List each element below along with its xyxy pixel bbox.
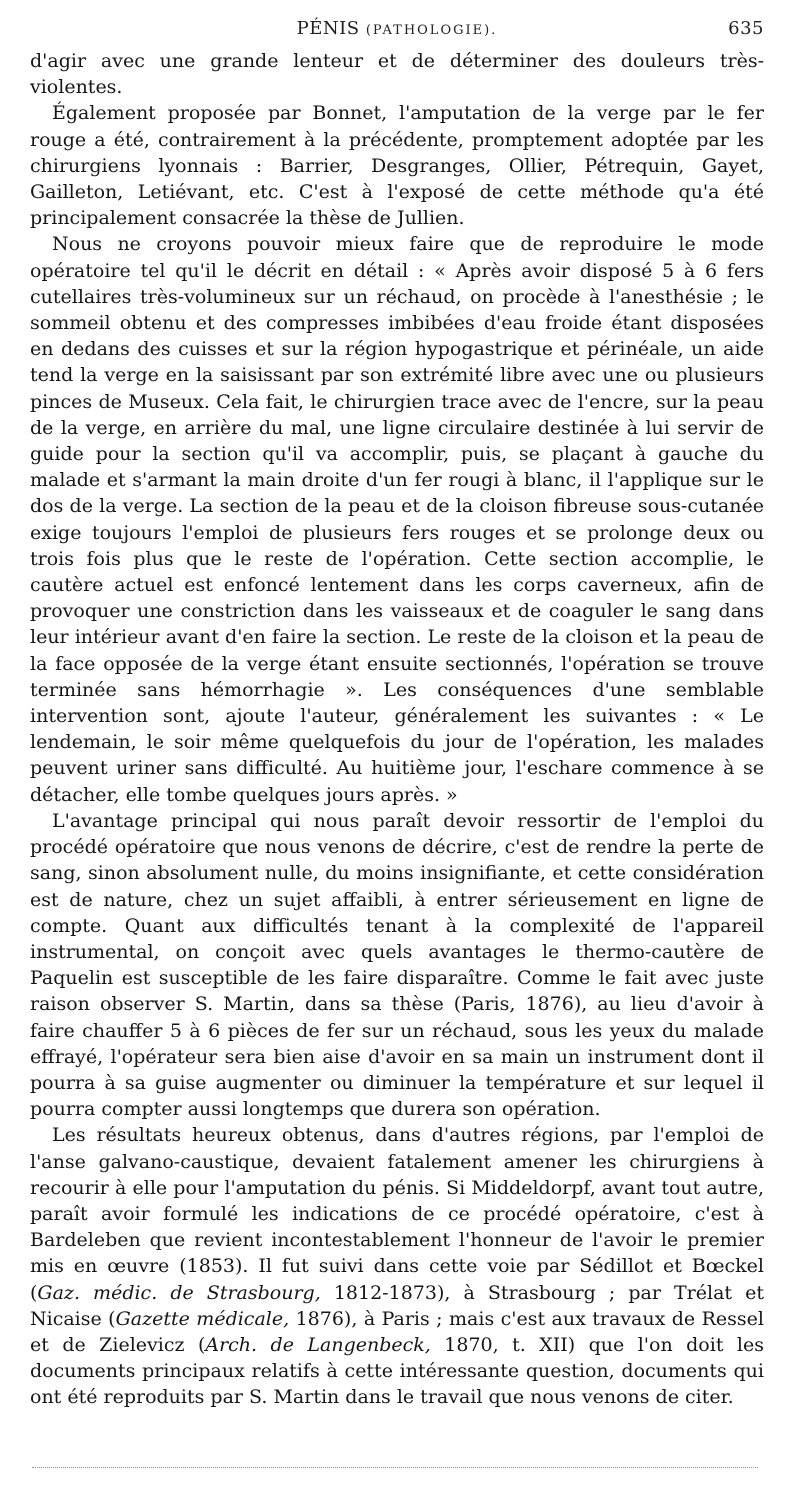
- article-body: [30, 48, 764, 1411]
- paragraph-continuation: d'agir avec une grande lenteur et de déterminer des douleurs très-violentes.: [30, 50, 764, 99]
- paragraph-text-segment: 1812-1873), à Strasbourg ; par Trélat et Nicaise (: [30, 1281, 764, 1330]
- page-number: 635: [728, 18, 764, 39]
- header-subtitle: (PATHOLOGIE).: [365, 23, 498, 38]
- header-main-title: PÉNIS: [296, 18, 360, 39]
- footer-dotted-rule: [32, 1467, 758, 1468]
- journal-reference: Arch. de Langenbeck,: [205, 1333, 431, 1356]
- paragraph-operative-description: Nous ne croyons pouvoir mieux faire que de reproduire le mode opératoire tel qu'il le décrit en détail : « Après avoir disposé 5 à 6 fers cutellaires très-volumineux sur un réchaud, on procède à l'anesthésie ; le sommeil obtenu et des compresses imbibées d'eau froide étant disposées en dedans des cuisses et sur la région hypogastrique et périnéale, un aide tend la verge en la saisissant par son extrémité libre avec une ou plusieurs pinces de Museux. Cela fait, le chirurgien trace avec de l'encre, sur la peau de la verge, en arrière du mal, une ligne circulaire destinée à lui servir de guide pour la section qu'il va accomplir, puis, se plaçant à gauche du malade et s'armant la main droite d'un fer rougi à blanc, il l'applique sur le dos de la verge. La section de la peau et de la cloison fibreuse sous-cutanée exige toujours l'emploi de plusieurs fers rouges et se prolonge deux ou trois fois plus que le reste de l'opération. Cette section accomplie, le cautère actuel est enfoncé lentement dans les corps caverneux, afin de provoquer une constriction dans les vaisseaux et de coaguler le sang dans leur intérieur avant d'en faire la section. Le reste de la cloison et la peau de la face opposée de la verge étant ensuite sectionnés, l'opération se trouve terminée sans hémorrhagie ». Les conséquences d'une semblable intervention sont, ajoute l'auteur, généralement les suivantes : « Le lendemain, le soir même quelquefois du jour de l'opération, les malades peuvent uriner sans difficulté. Au huitième jour, l'eschare commence à se détacher, elle tombe quelques jours après. »: [30, 233, 764, 806]
- journal-reference: Gaz. médic. de Strasbourg,: [37, 1281, 321, 1304]
- document-page: [30, 18, 764, 1490]
- journal-reference: Gazette médicale,: [115, 1307, 290, 1330]
- paragraph-text-segment: Les résultats heureux obtenus, dans d'autres régions, par l'emploi de l'anse galvano-caustique, devaient fatalement amener les chirurgiens à recourir à elle pour l'amputation du pénis. Si Middeldorpf, avant tout autre, paraît avoir formulé les indications de ce procédé opératoire, c'est à Bardeleben que revient incontestablement l'honneur de l'avoir le premier mis en œuvre (1853). Il fut suivi dans cette voie par Sédillot et Bœckel (: [30, 1124, 764, 1304]
- paragraph-galvanocaustic: [30, 1122, 764, 1410]
- running-header: [30, 18, 764, 48]
- running-title: [30, 18, 764, 39]
- paragraph-advantages: L'avantage principal qui nous paraît devoir ressortir de l'emploi du procédé opératoire que nous venons de décrire, c'est de rendre la perte de sang, sinon absolument nulle, du moins insignifiante, et cette considération est de nature, chez un sujet affaibli, à entrer sérieusement en ligne de compte. Quant aux difficultés tenant à la complexité de l'appareil instrumental, on conçoit avec quels avantages le thermo-cautère de Paquelin est susceptible de les faire disparaître. Comme le fait avec juste raison observer S. Martin, dans sa thèse (Paris, 1876), au lieu d'avoir à faire chauffer 5 à 6 pièces de fer sur un réchaud, sous les yeux du malade effrayé, l'opérateur sera bien aise d'avoir en sa main un instrument dont il pourra à sa guise augmenter ou diminuer la température et sur lequel il pourra compter aussi longtemps que durera son opération.: [30, 809, 764, 1121]
- paragraph-text-segment: 1870, t. XII) que l'on doit les documents principaux relatifs à cette intéressante question, documents qui ont été reproduits par S. Martin dans le travail que nous venons de citer.: [30, 1333, 764, 1409]
- paragraph-bonnet-method: Également proposée par Bonnet, l'amputation de la verge par le fer rouge a été, contrairement à la précédente, promptement adoptée par les chirurgiens lyonnais : Barrier, Desgranges, Ollier, Pétrequin, Gayet, Gailleton, Letiévant, etc. C'est à l'exposé de cette méthode qu'a été principalement consacrée la thèse de Jullien.: [30, 102, 764, 230]
- paragraph-text-segment: 1876), à Paris ; mais c'est aux travaux de Ressel et de Zielevicz (: [30, 1307, 764, 1356]
